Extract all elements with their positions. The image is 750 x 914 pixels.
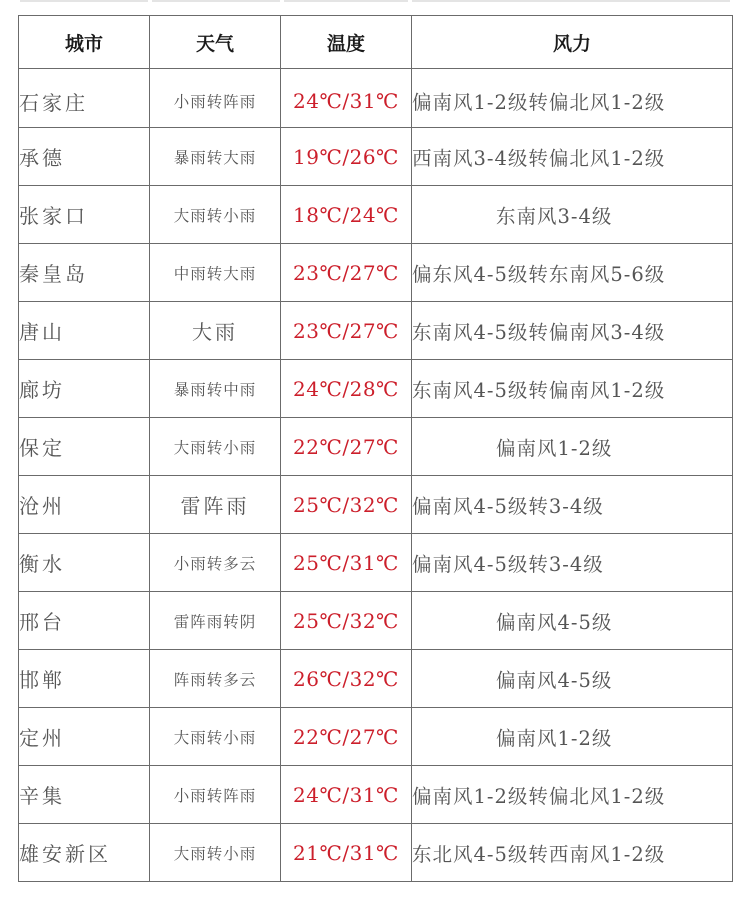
- weather-cell: 大雨: [150, 302, 281, 360]
- weather-cell: 大雨转小雨: [150, 824, 281, 882]
- wind-cell: 偏南风4-5级: [412, 592, 733, 650]
- header-wind: 风力: [412, 16, 733, 69]
- wind-cell: 偏南风4-5级: [412, 650, 733, 708]
- weather-cell: 雷阵雨: [150, 476, 281, 534]
- city-cell: 邯郸: [19, 650, 150, 708]
- table-row: [19, 360, 733, 418]
- wind-cell: 东北风4-5级转西南风1-2级: [412, 824, 733, 882]
- temperature-cell: 24℃/31℃: [281, 766, 412, 824]
- wind-cell: 偏南风4-5级转3-4级: [412, 534, 733, 592]
- city-cell: 唐山: [19, 302, 150, 360]
- city-cell: 承德: [19, 128, 150, 186]
- wind-cell: 偏南风4-5级转3-4级: [412, 476, 733, 534]
- city-cell: 定州: [19, 708, 150, 766]
- table-row: [19, 476, 733, 534]
- city-cell: 辛集: [19, 766, 150, 824]
- city-cell: 张家口: [19, 186, 150, 244]
- table-row: [19, 592, 733, 650]
- table-row: [19, 824, 733, 882]
- temperature-cell: 26℃/32℃: [281, 650, 412, 708]
- weather-cell: 大雨转小雨: [150, 708, 281, 766]
- wind-cell: 偏东风4-5级转东南风5-6级: [412, 244, 733, 302]
- temperature-cell: 25℃/31℃: [281, 534, 412, 592]
- temperature-cell: 19℃/26℃: [281, 128, 412, 186]
- temperature-cell: 22℃/27℃: [281, 708, 412, 766]
- city-cell: 沧州: [19, 476, 150, 534]
- top-divider: [0, 0, 750, 3]
- city-cell: 保定: [19, 418, 150, 476]
- wind-cell: 西南风3-4级转偏北风1-2级: [412, 128, 733, 186]
- wind-cell: 东南风4-5级转偏南风1-2级: [412, 360, 733, 418]
- table-row: [19, 302, 733, 360]
- table-row: [19, 418, 733, 476]
- weather-cell: 雷阵雨转阴: [150, 592, 281, 650]
- table-row: [19, 766, 733, 824]
- wind-cell: 东南风4-5级转偏南风3-4级: [412, 302, 733, 360]
- table-row: [19, 650, 733, 708]
- temperature-cell: 24℃/28℃: [281, 360, 412, 418]
- weather-cell: 大雨转小雨: [150, 418, 281, 476]
- temperature-cell: 25℃/32℃: [281, 476, 412, 534]
- header-temp: 温度: [281, 16, 412, 69]
- header-row: [19, 16, 733, 69]
- header-city: 城市: [19, 16, 150, 69]
- table-row: [19, 244, 733, 302]
- wind-cell: 偏南风1-2级转偏北风1-2级: [412, 69, 733, 128]
- weather-cell: 小雨转多云: [150, 534, 281, 592]
- city-cell: 秦皇岛: [19, 244, 150, 302]
- temperature-cell: 23℃/27℃: [281, 244, 412, 302]
- wind-cell: 东南风3-4级: [412, 186, 733, 244]
- temperature-cell: 22℃/27℃: [281, 418, 412, 476]
- city-cell: 雄安新区: [19, 824, 150, 882]
- weather-table: [18, 15, 733, 882]
- table-row: [19, 186, 733, 244]
- temperature-cell: 21℃/31℃: [281, 824, 412, 882]
- weather-cell: 小雨转阵雨: [150, 766, 281, 824]
- wind-cell: 偏南风1-2级: [412, 418, 733, 476]
- header-weather: 天气: [150, 16, 281, 69]
- temperature-cell: 24℃/31℃: [281, 69, 412, 128]
- table-row: [19, 708, 733, 766]
- city-cell: 邢台: [19, 592, 150, 650]
- table-row: [19, 69, 733, 128]
- temperature-cell: 23℃/27℃: [281, 302, 412, 360]
- wind-cell: 偏南风1-2级: [412, 708, 733, 766]
- weather-cell: 大雨转小雨: [150, 186, 281, 244]
- temperature-cell: 18℃/24℃: [281, 186, 412, 244]
- table-row: [19, 534, 733, 592]
- weather-cell: 阵雨转多云: [150, 650, 281, 708]
- city-cell: 廊坊: [19, 360, 150, 418]
- weather-cell: 小雨转阵雨: [150, 69, 281, 128]
- city-cell: 衡水: [19, 534, 150, 592]
- city-cell: 石家庄: [19, 69, 150, 128]
- weather-cell: 中雨转大雨: [150, 244, 281, 302]
- weather-cell: 暴雨转大雨: [150, 128, 281, 186]
- wind-cell: 偏南风1-2级转偏北风1-2级: [412, 766, 733, 824]
- temperature-cell: 25℃/32℃: [281, 592, 412, 650]
- weather-cell: 暴雨转中雨: [150, 360, 281, 418]
- table-row: [19, 128, 733, 186]
